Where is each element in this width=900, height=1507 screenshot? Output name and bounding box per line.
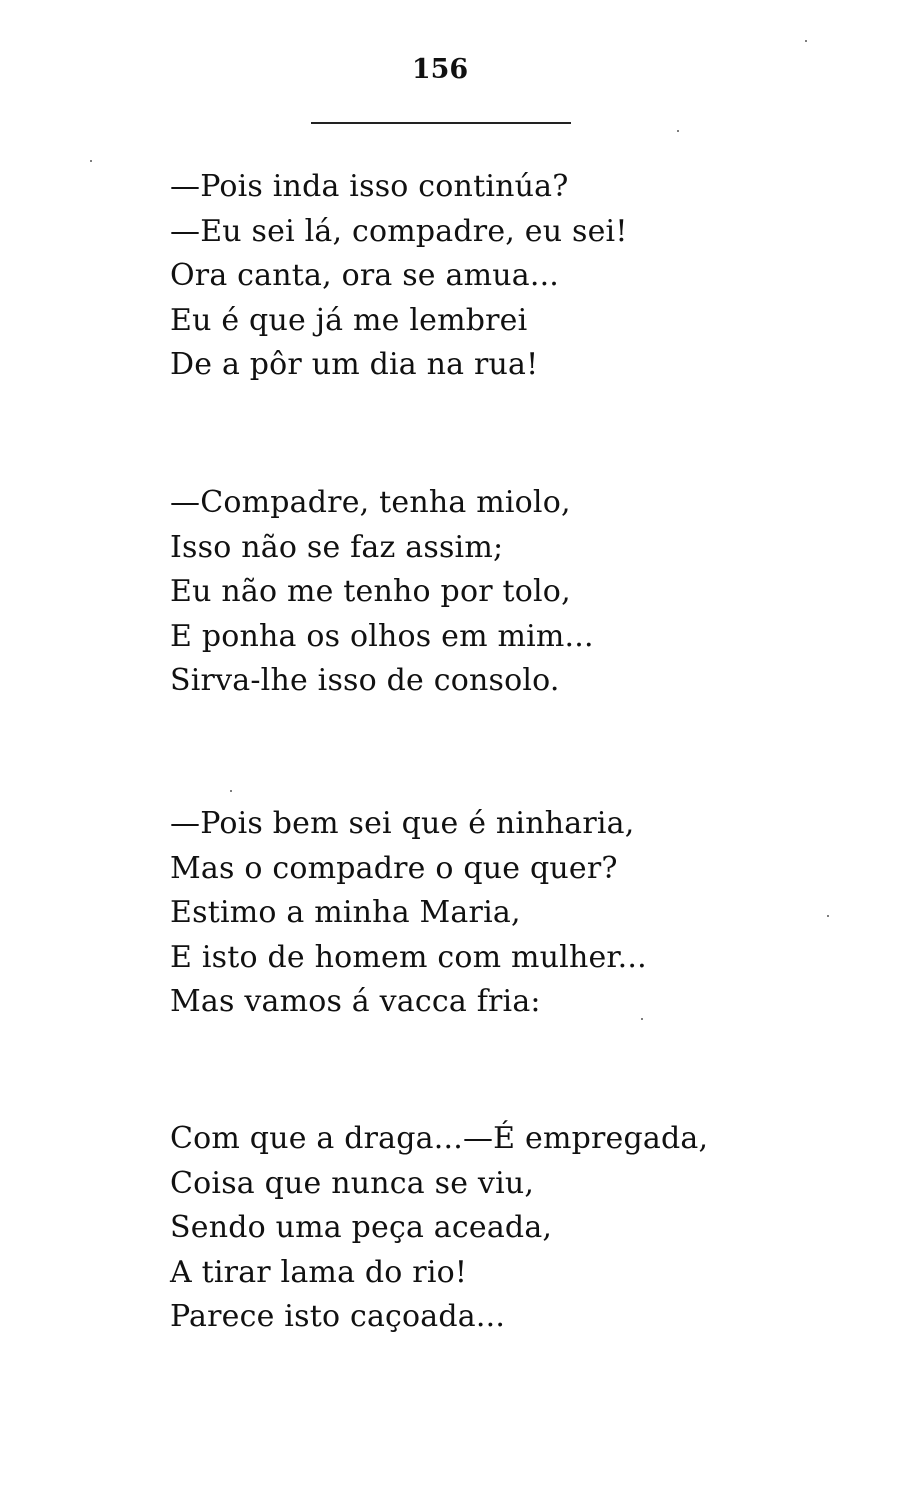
page-number-text: 156 xyxy=(411,54,469,85)
verse-line: Estimo a minha Maria, xyxy=(170,895,521,930)
verse-line: Sirva-lhe isso de consolo. xyxy=(170,663,560,698)
stanza-3 xyxy=(170,802,647,1025)
verse-line: Coisa que nunca se viu, xyxy=(170,1165,535,1201)
verse-line: —Pois bem sei que é ninharia, xyxy=(170,806,635,841)
verse-line: Isso não se faz assim; xyxy=(170,529,504,565)
header-rule xyxy=(311,122,571,124)
scan-speck xyxy=(805,40,807,42)
verse-line: —Compadre, tenha miolo, xyxy=(170,485,571,520)
scan-speck xyxy=(677,130,679,132)
verse-line: E isto de homem com mulher... xyxy=(170,939,647,975)
scan-speck xyxy=(641,1018,643,1020)
verse-line: Mas vamos á vacca fria: xyxy=(170,984,541,1019)
verse-line: Eu não me tenho por tolo, xyxy=(170,574,571,609)
stanza-4 xyxy=(170,1117,708,1340)
scan-speck xyxy=(90,160,92,162)
verse-line: Com que a draga...—É empregada, xyxy=(170,1121,709,1156)
page-number xyxy=(0,54,900,85)
verse-line: De a pôr um dia na rua! xyxy=(170,347,539,382)
verse-line: Sendo uma peça aceada, xyxy=(170,1210,553,1245)
verse-line: Mas o compadre o que quer? xyxy=(170,850,618,886)
verse-line: Ora canta, ora se amua... xyxy=(170,258,560,293)
stanza-1 xyxy=(170,165,628,388)
stanza-2 xyxy=(170,481,594,704)
verse-line: E ponha os olhos em mim... xyxy=(170,618,594,654)
verse-line: —Eu sei lá, compadre, eu sei! xyxy=(170,213,628,249)
verse-line: —Pois inda isso continúa? xyxy=(170,169,569,204)
verse-line: A tirar lama do rio! xyxy=(170,1254,468,1290)
verse-line: Eu é que já me lembrei xyxy=(170,302,528,338)
scan-speck xyxy=(230,790,232,792)
scan-speck xyxy=(827,915,829,917)
verse-line: Parece isto caçoada... xyxy=(170,1299,506,1334)
